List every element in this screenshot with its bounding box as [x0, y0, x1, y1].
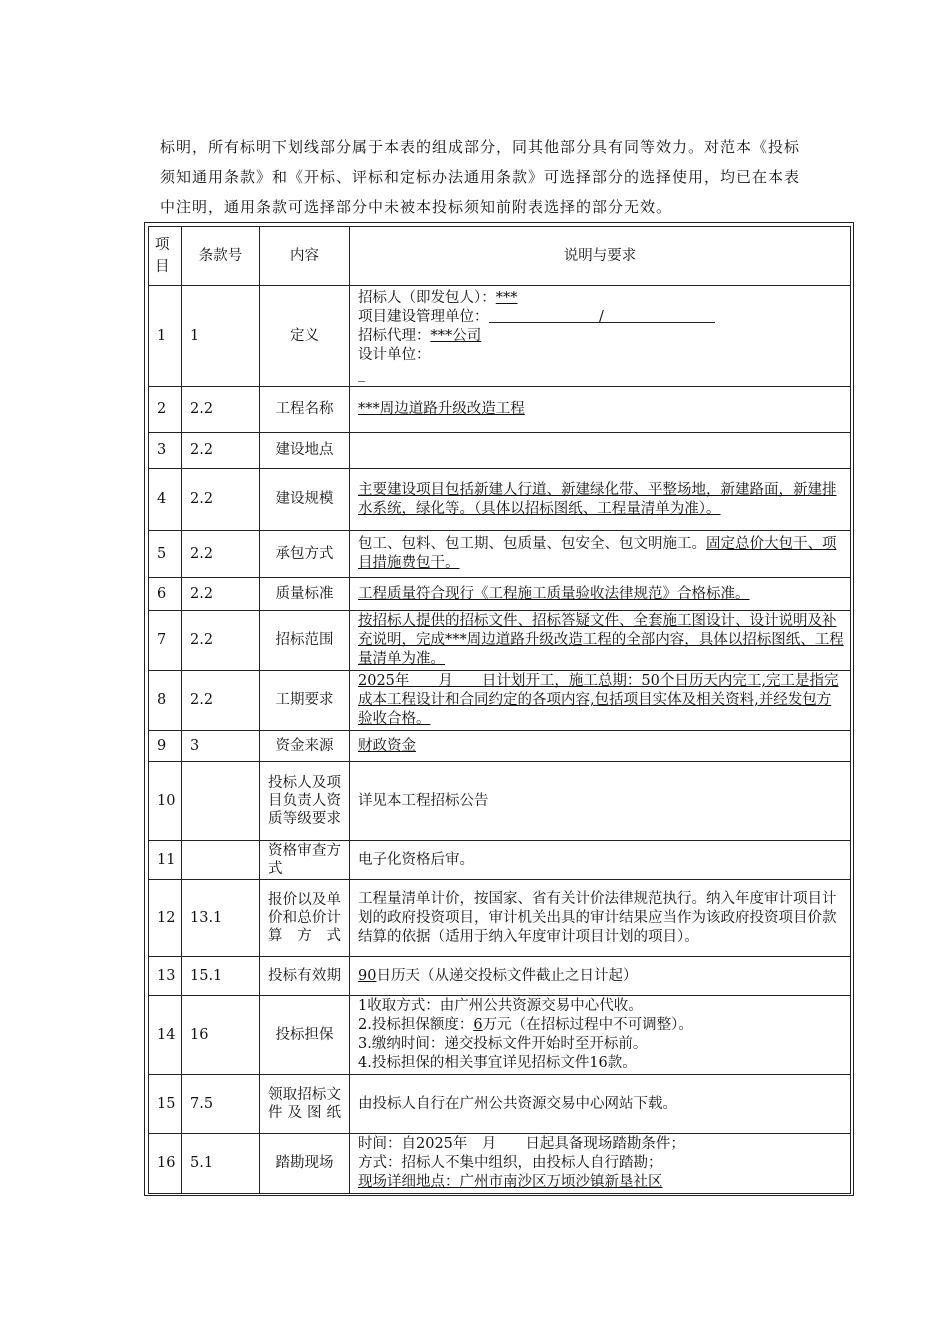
table-row: [149, 880, 851, 957]
row-no: 9: [149, 731, 182, 762]
row-no: 12: [149, 880, 182, 957]
row-content: 报价以及单价和总价计算方式: [260, 880, 350, 957]
row-content: 踏勘现场: [260, 1134, 350, 1194]
row-desc: [350, 957, 851, 996]
row-clause: 2.2: [182, 433, 260, 469]
row-content: 投标有效期: [260, 957, 350, 996]
table-row: [149, 957, 851, 996]
desc-text: 1收取方式：由广州公共资源交易中心代收。: [358, 998, 643, 1014]
desc-text: 日历天（从递交投标文件截止之日计起）: [376, 967, 638, 984]
desc-underlined: [489, 308, 715, 323]
row-desc: [350, 531, 851, 578]
row-content: 投标人及项目负责人资质等级要求: [260, 762, 350, 841]
row-no: 10: [149, 762, 182, 841]
desc-text: 项目建设管理单位：: [358, 308, 489, 325]
row-no: 2: [149, 387, 182, 433]
row-no: 4: [149, 469, 182, 531]
row-content: 工程名称: [260, 387, 350, 433]
row-clause: 1: [182, 286, 260, 387]
row-desc: 详见本工程招标公告: [350, 762, 851, 841]
row-clause: 2.2: [182, 387, 260, 433]
table-row: [149, 433, 851, 469]
desc-underlined: ***公司: [430, 327, 482, 344]
row-content: 质量标准: [260, 578, 350, 611]
desc-text: 4.投标担保的相关事宜详见招标文件16款。: [358, 1055, 637, 1071]
row-clause: 2.2: [182, 469, 260, 531]
table-row: [149, 996, 851, 1075]
row-clause: 13.1: [182, 880, 260, 957]
desc-underlined: 6: [473, 1017, 483, 1033]
row-desc: 工程质量符合现行《工程施工质量验收法律规范》合格标准。: [358, 585, 750, 602]
header-item: 项目: [149, 227, 182, 286]
row-no: 8: [149, 671, 182, 731]
row-content: 建设地点: [260, 433, 350, 469]
row-no: 13: [149, 957, 182, 996]
row-content: 承包方式: [260, 531, 350, 578]
table-header-row: [149, 227, 851, 286]
row-clause: [182, 841, 260, 880]
row-desc: 电子化资格后审。: [350, 841, 851, 880]
desc-underlined: ***: [495, 289, 518, 306]
header-desc: 说明与要求: [350, 227, 851, 286]
intro-line: 标明，所有标明下划线部分属于本表的组成部分，同其他部分具有同等效力。对范本《投标: [160, 138, 801, 156]
desc-text: 方式：招标人不集中组织，由投标人自行踏勘；: [358, 1155, 663, 1171]
desc-underlined: 固定总价大包干、项目措施费包干。: [358, 536, 837, 571]
row-content: 资金来源: [260, 731, 350, 762]
row-desc: 财政资金: [358, 737, 416, 754]
header-clause: 条款号: [182, 227, 260, 286]
row-desc: 2025年 月 日计划开工，施工总期：50个日历天内完工,完工是指完成本工程设计和合同约定的各项内容,包括项目实体及相关资料,并经发包方验收合格。: [358, 673, 839, 727]
table-row: [149, 841, 851, 880]
row-clause: 2.2: [182, 671, 260, 731]
table-row: [149, 731, 851, 762]
row-no: 3: [149, 433, 182, 469]
row-no: 1: [149, 286, 182, 387]
desc-text: _: [358, 365, 366, 382]
row-desc: [350, 433, 851, 469]
row-desc: [350, 996, 851, 1075]
desc-text: 招标人（即发包人）：: [358, 289, 496, 306]
desc-text: 3.缴纳时间：递交投标文件开始时至开标前。: [358, 1036, 648, 1052]
intro-line: 须知通用条款》和《开标、评标和定标办法通用条款》可选择部分的选择使用，均已在本表: [160, 168, 801, 186]
table-row: [149, 286, 851, 387]
row-content: 定义: [260, 286, 350, 387]
row-content: 招标范围: [260, 611, 350, 671]
table-row: [149, 762, 851, 841]
row-no: 15: [149, 1075, 182, 1134]
row-clause: 5.1: [182, 1134, 260, 1194]
row-clause: 2.2: [182, 531, 260, 578]
desc-text: 时间：自2025年 月 日起具备现场踏勘条件；: [358, 1136, 685, 1152]
desc-text: 招标代理：: [358, 327, 431, 344]
row-desc: [350, 286, 851, 387]
row-clause: 2.2: [182, 578, 260, 611]
row-clause: 3: [182, 731, 260, 762]
row-clause: 16: [182, 996, 260, 1075]
row-content: 建设规模: [260, 469, 350, 531]
desc-underlined: 现场详细地点：广州市南沙区万顷沙镇新垦社区: [358, 1174, 663, 1190]
row-content: 投标担保: [260, 996, 350, 1075]
bid-notice-table: [148, 226, 851, 1194]
row-no: 6: [149, 578, 182, 611]
table-row: [149, 1075, 851, 1134]
row-no: 11: [149, 841, 182, 880]
row-no: 16: [149, 1134, 182, 1194]
desc-text: 设计单位：: [358, 346, 431, 363]
desc-text: 万元（在招标过程中不可调整）。: [482, 1017, 693, 1033]
intro-paragraph: [160, 132, 850, 222]
row-desc: 工程量清单计价，按国家、省有关计价法律规范执行。纳入年度审计项目计划的政府投资项目，审计机关出具的审计结果应当作为该政府投资项目价款结算的依据（适用于纳入年度审计项目计划的项目）。: [350, 880, 851, 957]
table-row: [149, 469, 851, 531]
row-content: 工期要求: [260, 671, 350, 731]
desc-text: /: [599, 308, 604, 325]
row-content: 资格审查方式: [260, 841, 350, 880]
desc-text: 包工、包料、包工期、包质量、包安全、包文明施工。: [358, 536, 706, 552]
row-no: 5: [149, 531, 182, 578]
table-row: [149, 387, 851, 433]
header-content: 内容: [260, 227, 350, 286]
row-desc: 按招标人提供的招标文件、招标答疑文件、全套施工图设计、设计说明及补充说明，完成***周边道路升级改造工程的全部内容，具体以招标图纸、工程量清单为准。: [358, 613, 844, 667]
row-desc: [350, 1134, 851, 1194]
row-no: 7: [149, 611, 182, 671]
desc-text: 2.投标担保额度：: [358, 1017, 474, 1033]
intro-line: 中注明，通用条款可选择部分中未被本投标须知前附表选择的部分无效。: [160, 198, 673, 216]
row-desc: ***周边道路升级改造工程: [358, 401, 525, 417]
row-desc: 主要建设项目包括新建人行道、新建绿化带、平整场地，新建路面，新建排水系统，绿化等。（具体以招标图纸、工程量清单为准）。: [358, 481, 837, 517]
row-clause: 7.5: [182, 1075, 260, 1134]
row-clause: 15.1: [182, 957, 260, 996]
row-content: 领取招标文件及图纸: [260, 1075, 350, 1134]
row-clause: 2.2: [182, 611, 260, 671]
desc-underlined: 90: [358, 967, 377, 984]
row-desc: 由投标人自行在广州公共资源交易中心网站下载。: [350, 1075, 851, 1134]
table-row: [149, 671, 851, 731]
table-row: [149, 611, 851, 671]
table-row: [149, 578, 851, 611]
table-row: [149, 531, 851, 578]
row-clause: [182, 762, 260, 841]
table-row: [149, 1134, 851, 1194]
row-no: 14: [149, 996, 182, 1075]
